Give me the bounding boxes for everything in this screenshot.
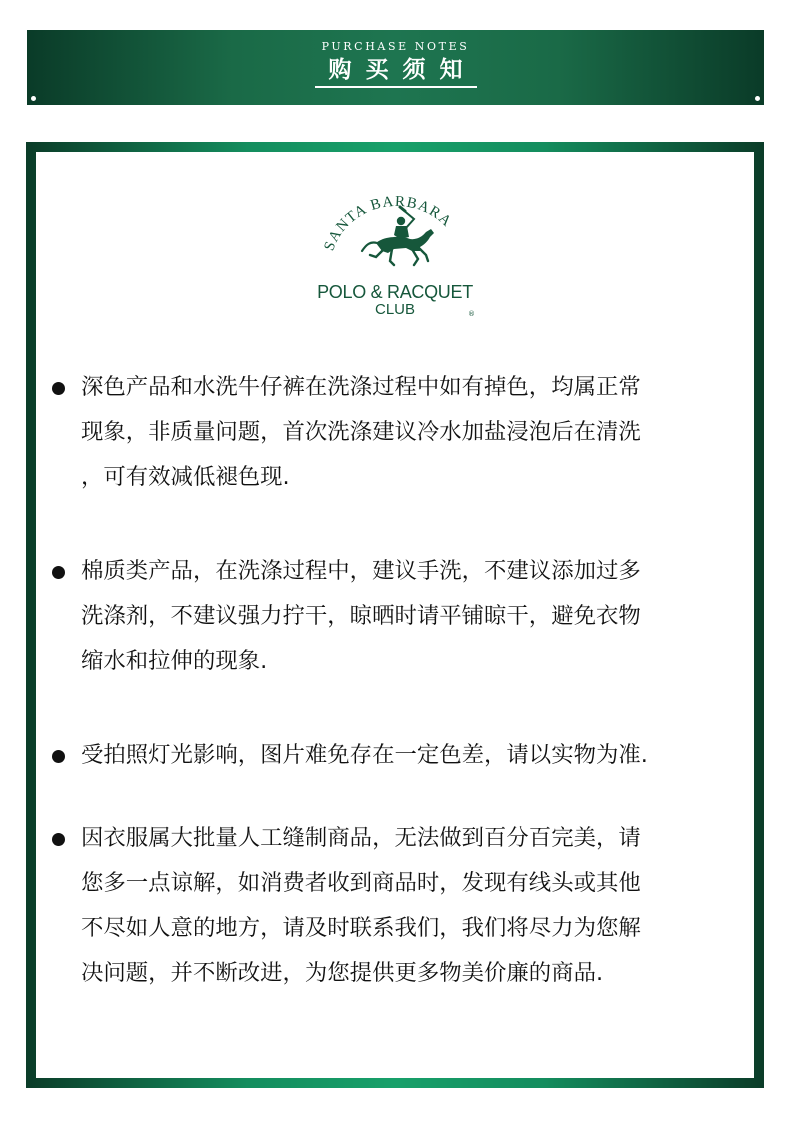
banner-dot-right — [755, 96, 760, 101]
note-text: 因衣服属大批量人工缝制商品，无法做到百分百完美，请 您多一点谅解，如消费者收到商品时，发现有线头或其他 不尽如人意的地方，请及时联系我们，我们将尽力为您解 决问题，并不断改进，为您提供更多物美价廉的商品. — [81, 825, 641, 986]
polo-player-on-horse-icon — [362, 207, 434, 265]
banner-subtitle: PURCHASE NOTES — [321, 40, 470, 53]
banner-dot-left — [31, 96, 36, 101]
banner-title: 购买须知 — [315, 56, 477, 88]
note-text: 受拍照灯光影响，图片难免存在一定色差，请以实物为准. — [81, 742, 648, 768]
note-text: 深色产品和水洗牛仔裤在洗涤过程中如有掉色，均属正常 现象，非质量问题，首次洗涤建议冷水加盐浸泡后在清洗 ，可有效减低褪色现. — [81, 374, 641, 490]
note-text: 棉质类产品，在洗涤过程中，建议手洗，不建议添加过多 洗涤剂，不建议强力拧干，晾晒时请平铺晾干，避免衣物 缩水和拉伸的现象. — [81, 558, 641, 674]
bullet-icon — [52, 750, 65, 763]
brand-logo — [310, 185, 480, 325]
bullet-icon — [52, 833, 65, 846]
bullet-icon — [52, 382, 65, 395]
logo-polo-racquet-text: POLO & RACQUET — [317, 282, 473, 302]
logo-arc-text: SANTA BARBARA — [321, 193, 455, 254]
registered-mark: ® — [468, 310, 475, 318]
logo-club-text: CLUB — [374, 301, 415, 318]
logo-emblem — [310, 185, 480, 275]
purchase-notes-banner — [27, 30, 764, 105]
bullet-icon — [52, 566, 65, 579]
